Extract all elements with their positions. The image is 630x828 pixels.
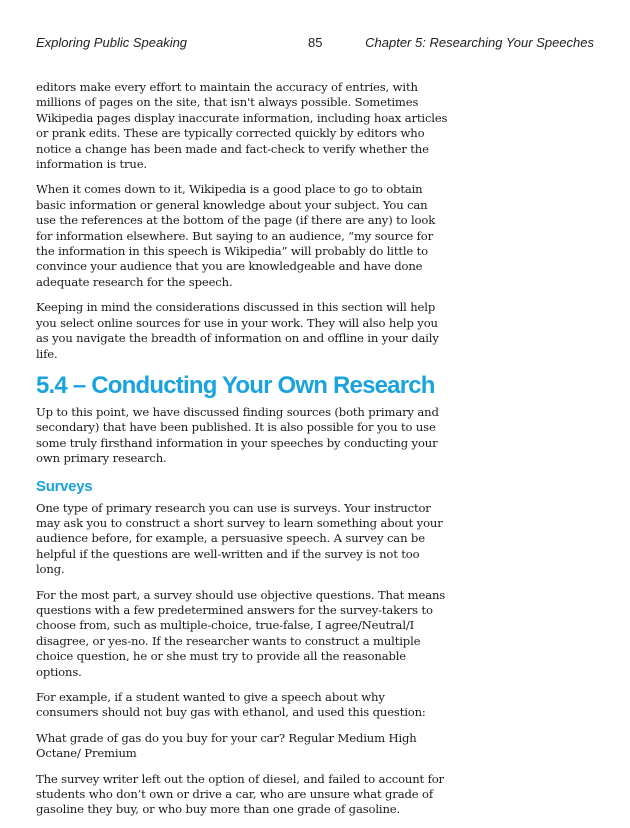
paragraph-survey-flaws: The survey writer left out the option of diesel, and failed to account for students who don’t own or drive a car, who are unsure what grade of gasoline they buy, or who buy more than one grade of gasoline. [36, 771, 444, 817]
header-chapter-title: Chapter 5: Researching Your Speeches [365, 35, 594, 50]
paragraph-surveys-intro: One type of primary research you can use is surveys. Your instructor may ask you to construct a short survey to learn something about your audience before, for example, a persuasive speech. A survey can be helpful if the questions are well-written and if the survey is not too long. [36, 500, 443, 577]
page-body [36, 80, 448, 828]
section-heading: 5.4 – Conducting Your Own Research [36, 371, 435, 399]
header-book-title: Exploring Public Speaking [36, 35, 188, 50]
running-header [36, 35, 594, 55]
paragraph-example-intro: For example, if a student wanted to give a speech about why consumers should not buy gas with ethanol, and used this question: [36, 690, 426, 720]
paragraph-example-question: What grade of gas do you buy for your car? Regular Medium High Octane/ Premium [36, 730, 417, 761]
paragraph-wikipedia-usage: When it comes down to it, Wikipedia is a good place to go to obtain basic information or general knowledge about your subject. You can use the references at the bottom of the page (if there are any) to look for information elsewhere. But saying to an audience, “my source for the information in this speech is Wikipedia” will probably do little to convince your audience that you are knowledgeable and have done adequate research for the speech. [36, 182, 436, 289]
paragraph-primary-research: Up to this point, we have discussed finding sources (both primary and secondary) that have been published. It is also possible for you to use some truly firsthand information in your speeches by conducting your own primary research. [36, 404, 439, 466]
paragraph-wikipedia-accuracy: editors make every effort to maintain the accuracy of entries, with millions of pages on the site, that isn't always possible. Sometimes Wikipedia pages display inaccurate information, including hoax articles or prank edits. These are typically corrected quickly by editors who notice a change has been made and fact-check to verify whether the information is true. [36, 80, 448, 172]
subheading-surveys: Surveys [36, 477, 93, 495]
paragraph-online-sources: Keeping in mind the considerations discussed in this section will help you select online sources for use in your work. They will also help you as you navigate the breadth of information on and offline in your daily life. [36, 300, 439, 361]
header-page-number: 85 [308, 35, 323, 50]
paragraph-objective-questions: For the most part, a survey should use objective questions. That means questions with a few predetermined answers for the survey-takers to choose from, such as multiple-choice, true-false, I agree/Neutral/I disagree, or yes-no. If the researcher wants to construct a multiple choice question, he or she must try to provide all the reasonable options. [36, 587, 446, 679]
